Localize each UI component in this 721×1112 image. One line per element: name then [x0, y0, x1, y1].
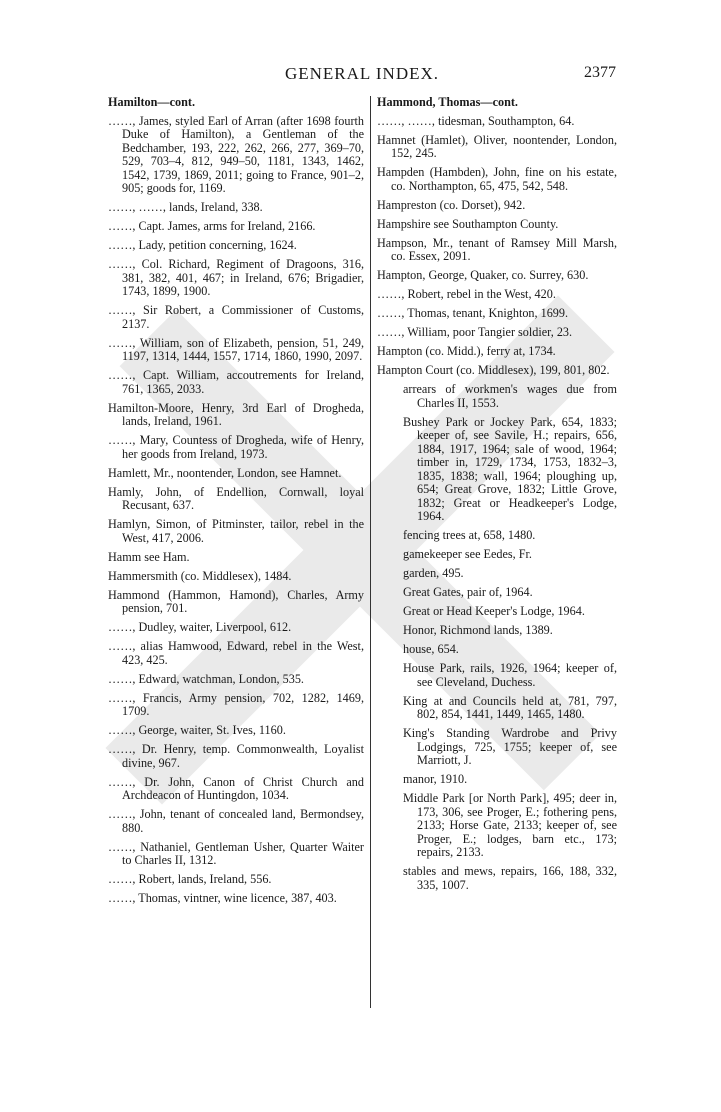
index-subentry: Bushey Park or Jockey Park, 654, 1833; keeper of, see Savile, H.; repairs, 656, 1884, 1917, 1964; sale of wood, 1964; timber in, 1729, 1734, 1753, 1832–3, 1835, 1838; wall, 1964; ploughing up, 654; Great Grove, 1832; Little Grove, 1832; Great or Headkeeper's Lodge, 1964.	[403, 414, 617, 523]
index-entry: ……, Robert, rebel in the West, 420.	[377, 287, 556, 301]
index-entry: ……, Nathaniel, Gentleman Usher, Quarter Waiter to Charles II, 1312.	[108, 839, 364, 867]
index-subentry: fencing trees at, 658, 1480.	[403, 528, 536, 542]
right-entry-list	[377, 115, 617, 893]
index-entry: ……, William, poor Tangier soldier, 23.	[377, 325, 573, 339]
index-entry: ……, James, styled Earl of Arran (after 1698 fourth Duke of Hamilton), a Gentleman of the Bedchamber, 193, 222, 262, 266, 277, 369–70, 529, 703–4, 812, 949–50, 1181, 1343, 1462, 1542, 1739, 1869, 2011; going to France, 901–2, 905; goods for, 1169.	[108, 113, 364, 195]
index-entry: Hamnet (Hamlet), Oliver, noontender, London, 152, 245.	[377, 132, 617, 160]
index-entry: Hamly, John, of Endellion, Cornwall, loyal Recusant, 637.	[108, 484, 364, 512]
index-entry: ……, Col. Richard, Regiment of Dragoons, 316, 381, 382, 401, 467; in Ireland, 676; Brigadier, 1743, 1899, 1900.	[108, 257, 364, 298]
index-entry: Hammond (Hammon, Hamond), Charles, Army pension, 701.	[108, 587, 364, 615]
index-entry: ……, Robert, lands, Ireland, 556.	[108, 872, 272, 886]
index-subentry: gamekeeper see Eedes, Fr.	[403, 547, 532, 561]
index-entry: Hamlyn, Simon, of Pitminster, tailor, rebel in the West, 417, 2006.	[108, 517, 364, 545]
left-entry-list	[108, 115, 364, 906]
right-column	[377, 96, 617, 898]
index-subentry: manor, 1910.	[403, 772, 468, 786]
index-entry: ……, Dr. John, Canon of Christ Church and Archdeacon of Huntingdon, 1034.	[108, 774, 364, 802]
index-subentry: house, 654.	[403, 642, 459, 656]
index-entry: ……, Mary, Countess of Drogheda, wife of Henry, her goods from Ireland, 1973.	[108, 433, 364, 461]
index-entry: Hampson, Mr., tenant of Ramsey Mill Marsh, co. Essex, 2091.	[377, 235, 617, 263]
index-entry: ……, Capt. James, arms for Ireland, 2166.	[108, 219, 316, 233]
index-entry: ……, William, son of Elizabeth, pension, 51, 249, 1197, 1314, 1444, 1557, 1714, 1860, 1990, 2097.	[108, 335, 364, 363]
index-subentry: Middle Park [or North Park], 495; deer in, 173, 306, see Proger, E.; fothering pens, 2133; Horse Gate, 2133; keeper of, see Proger, E.; lodges, barn etc., 173; repairs, 2133.	[403, 791, 617, 859]
index-subentry: Honor, Richmond lands, 1389.	[403, 623, 553, 637]
index-subentry: Great or Head Keeper's Lodge, 1964.	[403, 604, 585, 618]
column-divider	[370, 96, 371, 1008]
column-heading: Hamilton—cont.	[108, 95, 196, 109]
index-entry: ……, George, waiter, St. Ives, 1160.	[108, 723, 286, 737]
index-entry: ……, ……, tidesman, Southampton, 64.	[377, 113, 575, 128]
index-entry: ……, Thomas, tenant, Knighton, 1699.	[377, 306, 569, 320]
index-entry: Hampden (Hambden), John, fine on his estate, co. Northampton, 65, 475, 542, 548.	[377, 165, 617, 193]
index-entry: Hampreston (co. Dorset), 942.	[377, 197, 526, 212]
page-title: GENERAL INDEX.	[284, 64, 440, 83]
index-entry: Hamilton-Moore, Henry, 3rd Earl of Drogheda, lands, Ireland, 1961.	[108, 400, 364, 428]
index-subentry: stables and mews, repairs, 166, 188, 332, 335, 1007.	[403, 864, 617, 892]
index-entry: ……, ……, lands, Ireland, 338.	[108, 200, 263, 214]
index-entry: Hampshire see Southampton County.	[377, 216, 559, 231]
index-entry: Hampton (co. Midd.), ferry at, 1734.	[377, 344, 556, 358]
index-entry: ……, Dr. Henry, temp. Commonwealth, Loyalist divine, 967.	[108, 742, 364, 770]
index-entry: Hammersmith (co. Middlesex), 1484.	[108, 568, 292, 583]
index-entry: ……, Dudley, waiter, Liverpool, 612.	[108, 620, 292, 634]
index-subentry: House Park, rails, 1926, 1964; keeper of, see Cleveland, Duchess.	[403, 661, 617, 689]
index-entry: ……, John, tenant of concealed land, Bermondsey, 880.	[108, 807, 364, 835]
index-subentry: King's Standing Wardrobe and Privy Lodgings, 725, 1755; keeper of, see Marriott, J.	[403, 726, 617, 767]
index-entry: ……, alias Hamwood, Edward, rebel in the West, 423, 425.	[108, 639, 364, 667]
index-subentry: arrears of workmen's wages due from Charles II, 1553.	[403, 382, 617, 410]
index-entry: ……, Thomas, vintner, wine licence, 387, 403.	[108, 891, 337, 905]
index-entry: ……, Francis, Army pension, 702, 1282, 1469, 1709.	[108, 690, 364, 718]
page-number: 2377	[584, 64, 616, 81]
index-entry: Hampton Court (co. Middlesex), 199, 801, 802.	[377, 363, 610, 377]
index-subentry: Great Gates, pair of, 1964.	[403, 585, 533, 599]
index-entry: Hamlett, Mr., noontender, London, see Hamnet.	[108, 465, 342, 480]
index-entry: Hamm see Ham.	[108, 549, 190, 564]
index-subentry: garden, 495.	[403, 566, 464, 580]
index-entry: ……, Sir Robert, a Commissioner of Customs, 2137.	[108, 303, 364, 331]
page-header	[108, 64, 616, 88]
index-subentry: King at and Councils held at, 781, 797, 802, 854, 1441, 1449, 1465, 1480.	[403, 693, 617, 721]
column-heading: Hammond, Thomas—cont.	[377, 95, 518, 109]
index-entry: ……, Edward, watchman, London, 535.	[108, 671, 304, 686]
index-entry: Hampton, George, Quaker, co. Surrey, 630.	[377, 268, 589, 282]
index-entry: ……, Lady, petition concerning, 1624.	[108, 238, 297, 252]
index-entry: ……, Capt. William, accoutrements for Ireland, 761, 1365, 2033.	[108, 368, 364, 396]
left-column	[108, 96, 364, 911]
